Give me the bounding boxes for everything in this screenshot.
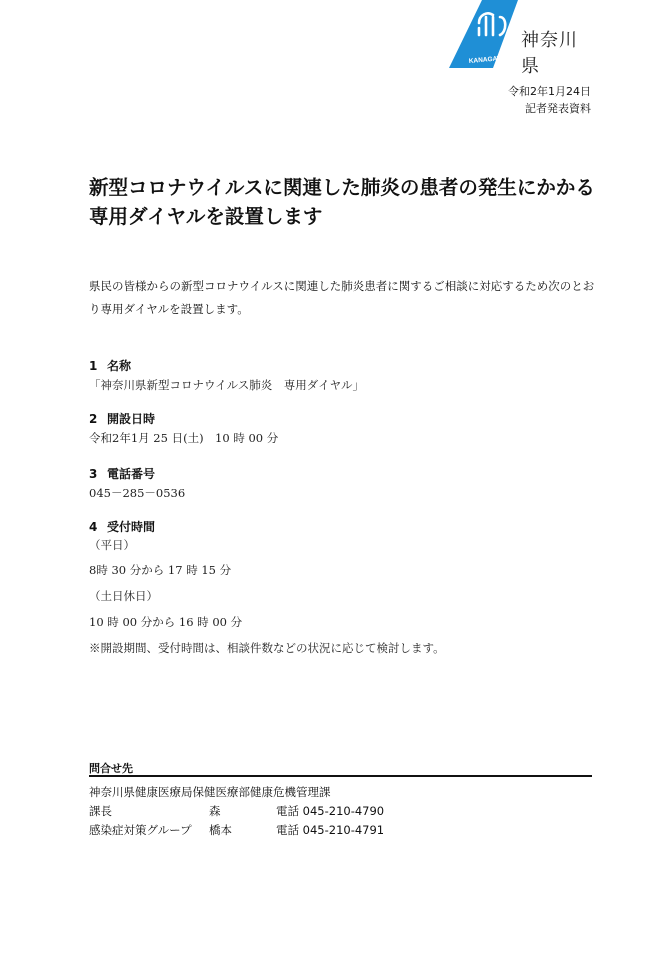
contact-person: 森	[209, 804, 221, 818]
kanagawa-logo	[449, 0, 594, 77]
section-number: 4	[89, 520, 98, 534]
contact-row	[89, 822, 589, 838]
section-title: 電話番号	[107, 467, 156, 481]
section-heading-open-date	[89, 410, 155, 427]
contact-divider	[89, 775, 592, 777]
section-body-line: （土日休日）	[89, 589, 158, 603]
section-body-line: 8時 30 分から 17 時 15 分	[89, 563, 232, 577]
contact-person: 橋本	[209, 823, 232, 837]
section-number: 2	[89, 412, 98, 426]
section-heading-phone	[89, 465, 155, 482]
section-body-note: ※開設期間、受付時間は、相談件数などの状況に応じて検討します。	[89, 641, 445, 655]
section-body-line: 10 時 00 分から 16 時 00 分	[89, 615, 243, 629]
section-number: 1	[89, 359, 98, 373]
contact-phone: 電話 045-210-4791	[276, 823, 385, 837]
page-title: 新型コロナウイルスに関連した肺炎の患者の発生にかかる専用ダイヤルを設置します	[89, 176, 595, 228]
contact-phone: 電話 045-210-4790	[276, 804, 385, 818]
contact-role: 課長	[89, 804, 112, 818]
intro-paragraph: 県民の皆様からの新型コロナウイルスに関連した肺炎患者に関するご相談に対応するため次のとおり専用ダイヤルを設置します。	[89, 279, 595, 316]
section-body-line: 045－285－0536	[89, 486, 186, 500]
release-date: 令和2年1月24日	[508, 85, 591, 98]
contact-role: 感染症対策グループ	[89, 823, 192, 837]
section-number: 3	[89, 467, 98, 481]
section-title: 名称	[107, 359, 132, 373]
section-heading-name	[89, 357, 131, 374]
section-body-line: 令和2年1月 25 日(土) 10 時 00 分	[89, 431, 279, 445]
section-body-line: 「神奈川県新型コロナウイルス肺炎 専用ダイヤル」	[89, 378, 364, 392]
contact-row	[89, 803, 589, 819]
section-heading-hours	[89, 518, 155, 535]
press-meta	[508, 83, 591, 117]
contact-department: 神奈川県健康医療局保健医療部健康危機管理課	[89, 785, 331, 799]
contact-label: 問合せ先	[89, 762, 133, 775]
section-title: 受付時間	[107, 520, 156, 534]
section-title: 開設日時	[107, 412, 156, 426]
document-type: 記者発表資料	[525, 102, 591, 115]
section-body-line: （平日）	[89, 538, 135, 552]
prefecture-name: 神奈川県	[521, 30, 578, 77]
logo-caption: KANAGAWA	[468, 54, 508, 65]
